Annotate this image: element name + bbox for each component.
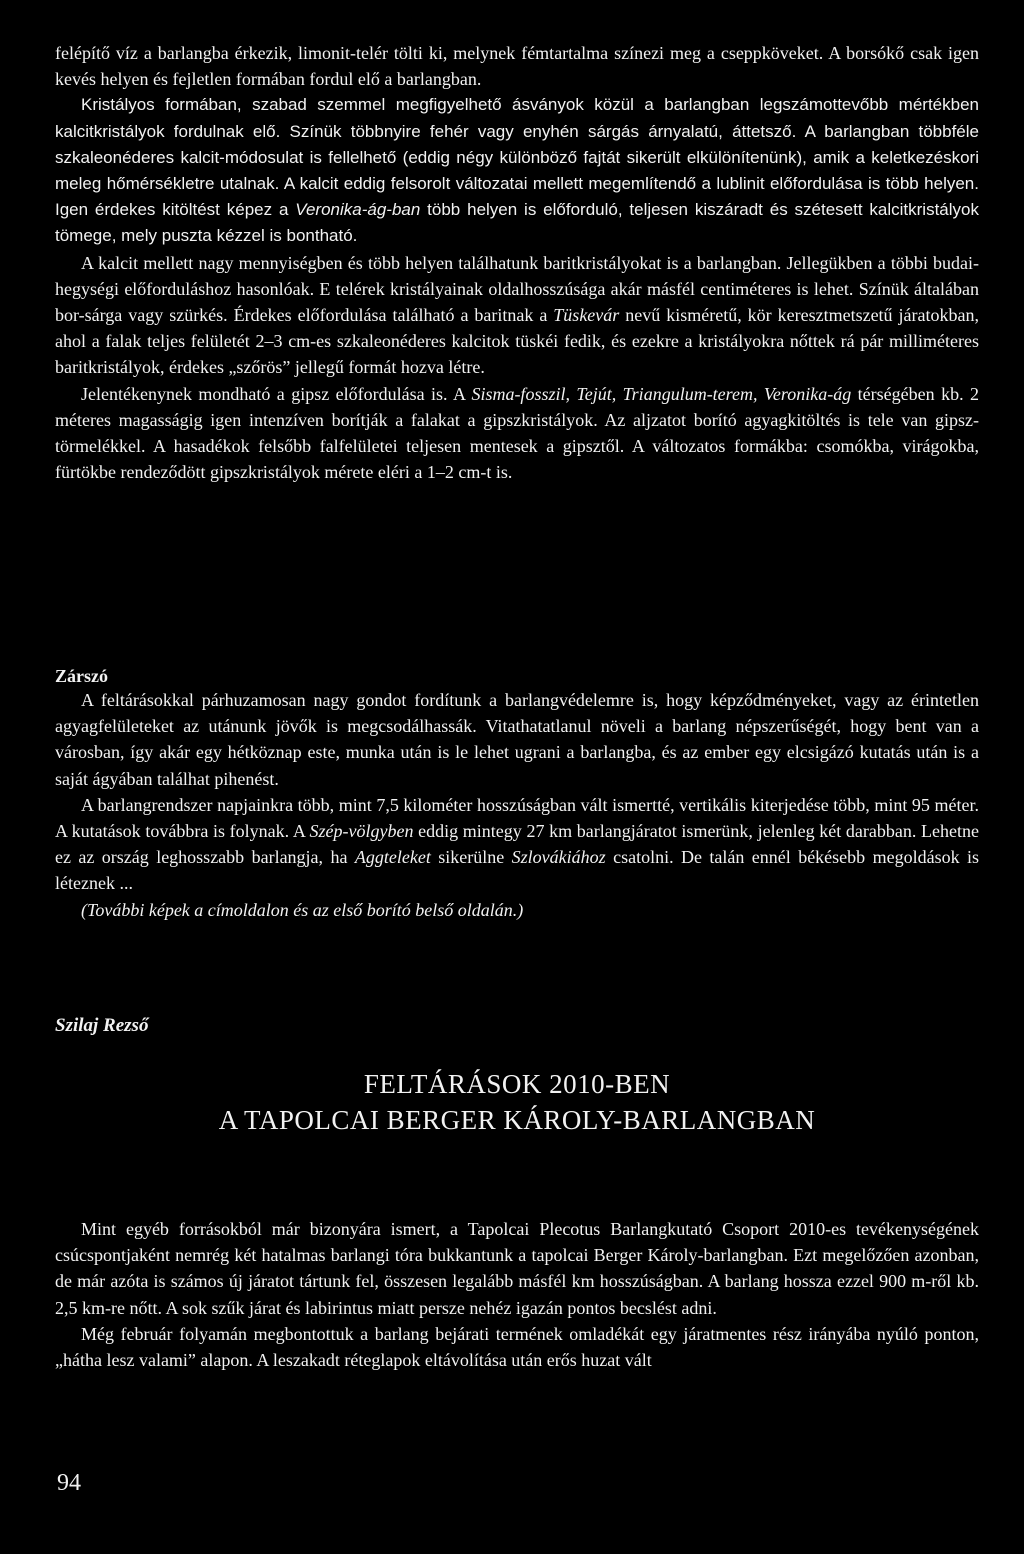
section-closing [55, 666, 979, 923]
article-author: Szilaj Rezső [55, 1015, 149, 1036]
paragraph: Mint egyéb forrásokból már bizonyára ismert, a Tapolcai Plecotus Barlangkutató Csoport 2010-es tevékenységének csúcspontjaként nemrég két hatalmas barlangi tóra bukkantunk a tapolcai Berger Károly-barlangban. Ezt megelőzően azonban, de már azóta is számos új járatot tártunk fel, összesen legalább másfél km hosszúságban. A barlang hossza ezzel 900 m-ről kb. 2,5 km-re nőtt. A sok szűk járat és labirintus miatt persze nehéz igazán pontos becslést adni. [55, 1219, 979, 1318]
paragraph: A barlangrendszer napjainkra több, mint 7,5 kilométer hosszúságban vált ismertté, vertikális kiterjedése több, mint 95 méter. A kutatások továbbra is folynak. A Szép-völgyben eddig mintegy 27 km barlangjáratot ismerünk, jelenleg két darabban. Lehetne ez az ország leghosszabb barlangja, ha Aggteleket sikerülne Szlovákiához csatolni. De talán ennél békésebb megoldások is léteznek ... [55, 794, 979, 894]
paragraph: A kalcit mellett nagy mennyiségben és több helyen találhatunk baritkristályokat is a barlangban. Jellegükben a többi budai-hegységi előforduláshoz hasonlóak. E telérek kristályainak oldalhosszúsága akár másfél centiméteres is lehet. Színük általában bor-sárga vagy szürkés. Érdekes előfordulása található a baritnak a Tüskevár nevű kisméretű, kör keresztmetszetű járatokban, ahol a falak teljes felületét 2–3 cm-es szkaleonéderes kalcitok tüskéi fedik, és ezekre a kristályokra nőttek rá pár milliméteres baritkristályok, érdekes „szőrös” jellegű formát hozva létre. [55, 252, 979, 378]
title-line: FELTÁRÁSOK 2010-BEN [363, 1069, 671, 1099]
paragraph: Még február folyamán megbontottuk a barlang bejárati termének omladékát egy járatmentes rész irányába nyúló ponton, „hátha lesz valami” alapon. A leszakadt réteglapok eltávolítása után erős huzat vált [55, 1323, 979, 1371]
page-number: 94 [57, 1470, 81, 1496]
section-heading: Zárszó [55, 666, 108, 686]
article-title [55, 1066, 979, 1138]
paragraph: Jelentékenynek mondható a gipsz előfordulása is. A Sisma-fosszil, Tejút, Triangulum-terem, Veronika-ág térségében kb. 2 méteres magasságig igen intenzíven borítják a falakat a gipszkristályok. Az aljzatot borító agyagkitöltés is tele van gipsz-törmelékkel. A hasadékok felsőbb falfelületei teljesen mentesek a gipsztől. A változatos formákba: csomókba, virágokba, fürtökbe rendeződött gipszkristályok mérete eléri a 1–2 cm-t is. [55, 383, 979, 483]
section-mineralogy [55, 40, 979, 485]
article-body [55, 1216, 979, 1373]
paragraph: Kristályos formában, szabad szemmel megfigyelhető ásványok közül a barlangban legszámottevőbb mértékben kalcitkristályok fordulnak elő. Színük többnyire fehér vagy enyhén sárgás árnyalatú, áttetsző. A barlangban többféle szkaleonéderes kalcit-módosulat is fellelhető (eddig négy különböző fajtát sikerült elkülönítenünk), amik a keletkezéskori meleg hőmérsékletre utalnak. A kalcit eddig felsorolt változatai mellett megemlítendő a lublinit előfordulása is több helyen. Igen érdekes kitöltést képez a Veronika-ág-ban több helyen is előforduló, teljesen kiszáradt és szétesett kalcitkristályok tömege, mely puszta kézzel is bontható. [55, 95, 979, 246]
paragraph: A feltárásokkal párhuzamosan nagy gondot fordítunk a barlangvédelemre is, hogy képződményeket, vagy az érintetlen agyagfelületeket az utánunk jövők is megcsodálhassák. Vitathatatlanul növeli a barlang népszerűségét, hogy bent van a városban, így akár egy hétköznap este, munka után is le lehet ugrani a barlangba, és az ember egy elcsigázó kutatás után is a saját ágyában találhat pihenést. [55, 690, 979, 789]
title-line: A TAPOLCAI BERGER KÁROLY-BARLANGBAN [218, 1105, 816, 1135]
image-note: (További képek a címoldalon és az első borító belső oldalán.) [81, 899, 524, 920]
paragraph: felépítő víz a barlangba érkezik, limonit-telér tölti ki, melynek fémtartalma színezi meg a cseppköveket. A borsókő csak igen kevés helyen és fejletlen formában fordul elő a barlangban. [55, 43, 979, 90]
